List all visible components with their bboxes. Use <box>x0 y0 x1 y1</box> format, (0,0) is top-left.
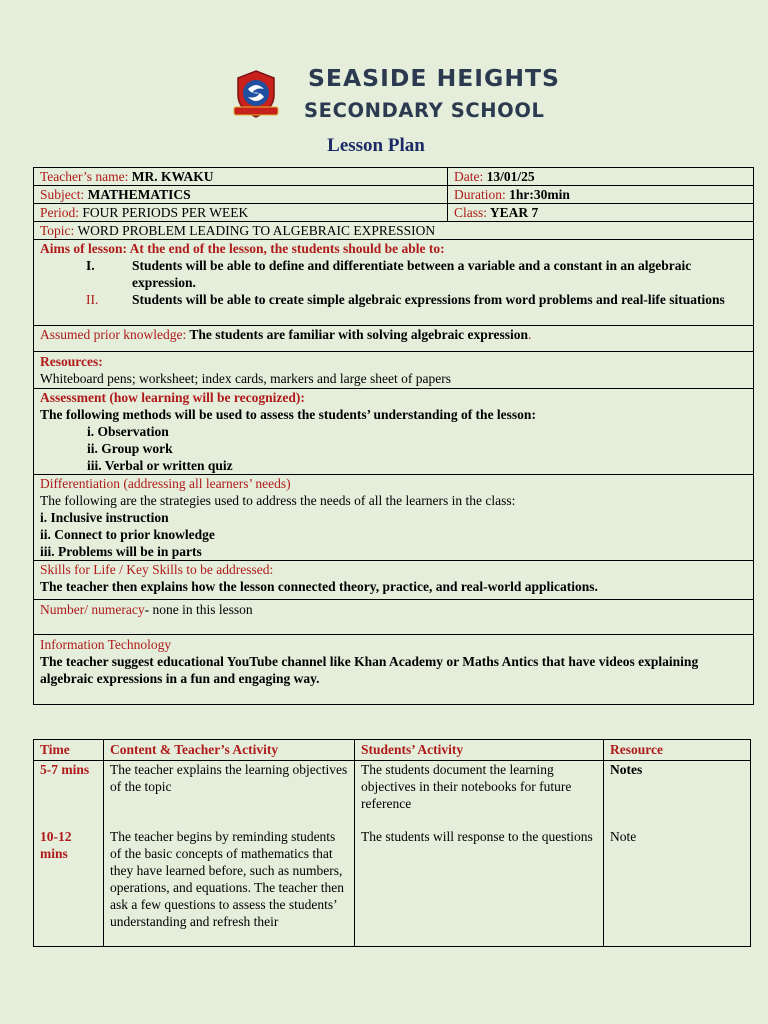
topic-cell <box>34 222 754 240</box>
resources-label: Resources: <box>40 354 103 369</box>
subject-label: Subject: <box>40 187 85 202</box>
duration-cell <box>448 186 754 204</box>
prior-dot: . <box>528 327 532 342</box>
skills-cell <box>34 561 754 600</box>
aims-cell <box>34 240 754 326</box>
resources-cell <box>34 352 754 389</box>
differentiation-cell <box>34 475 754 561</box>
date-cell <box>448 168 754 186</box>
it-text: The teacher suggest educational YouTube channel like Khan Academy or Maths Antics that have videos explaining algebraic expressions in a fun and engaging way. <box>40 654 699 686</box>
school-logo <box>233 69 279 121</box>
duration-label: Duration: <box>454 187 506 202</box>
subject-cell <box>34 186 448 204</box>
it-row <box>34 635 754 705</box>
aim-item <box>40 257 747 291</box>
differentiation-item: ii. Connect to prior knowledge <box>40 527 215 542</box>
time-cell <box>34 761 104 947</box>
differentiation-item: iii. Problems will be in parts <box>40 544 202 559</box>
differentiation-label: Differentiation (addressing all learners’ needs) <box>40 476 291 491</box>
resource-text: Note <box>610 829 637 844</box>
school-name: SEASIDE HEIGHTS <box>308 64 560 92</box>
date-label: Date: <box>454 169 484 184</box>
assessment-item: ii. Group work <box>87 441 173 456</box>
prior-row <box>34 326 754 352</box>
numeracy-label: Number/ numeracy <box>40 602 145 617</box>
period-label: Period: <box>40 205 79 220</box>
time-value: 5-7 mins <box>40 762 90 777</box>
period-value: FOUR PERIODS PER WEEK <box>79 205 249 220</box>
duration-value: 1hr:30min <box>505 187 570 202</box>
col-header-students: Students’ Activity <box>355 740 604 761</box>
class-cell <box>448 204 754 222</box>
table-row <box>34 761 751 947</box>
activity-table <box>33 739 751 947</box>
numeracy-text: - none in this lesson <box>144 602 253 617</box>
assessment-cell <box>34 389 754 475</box>
activity-header-row <box>34 740 751 761</box>
aim-text: Students will be able to define and differentiate between a variable and a constant in an algebraic expression. <box>132 258 692 290</box>
skills-text: The teacher then explains how the lesson connected theory, practice, and real-world applications. <box>40 579 598 594</box>
teacher-cell <box>34 168 448 186</box>
assessment-item: iii. Verbal or written quiz <box>87 458 233 473</box>
school-subtitle: SECONDARY SCHOOL <box>304 99 545 122</box>
students-text: The students document the learning objectives in their notebooks for future reference <box>361 762 572 811</box>
prior-label: Assumed prior knowledge: <box>40 327 187 342</box>
resources-row <box>34 352 754 389</box>
aim-item <box>40 291 747 308</box>
period-cell <box>34 204 448 222</box>
assessment-intro: The following methods will be used to assess the students’ understanding of the lesson: <box>40 407 536 422</box>
aim-text: Students will be able to create simple algebraic expressions from word problems and real-life situations <box>132 292 725 307</box>
col-header-resource: Resource <box>604 740 751 761</box>
prior-cell <box>34 326 754 352</box>
assessment-item: i. Observation <box>87 424 169 439</box>
numeracy-row <box>34 600 754 635</box>
assessment-label: Assessment (how learning will be recognized): <box>40 390 305 405</box>
lesson-info-table <box>33 167 754 705</box>
resource-cell <box>604 761 751 947</box>
teacher-row <box>34 168 754 186</box>
time-value: 10-12 mins <box>40 829 72 861</box>
page-title: Lesson Plan <box>327 135 425 156</box>
table-bottom-border <box>34 947 751 948</box>
numeracy-cell <box>34 600 754 635</box>
subject-row <box>34 186 754 204</box>
teacher-value: MR. KWAKU <box>128 169 214 184</box>
skills-row <box>34 561 754 600</box>
differentiation-item: i. Inclusive instruction <box>40 510 169 525</box>
date-value: 13/01/25 <box>483 169 535 184</box>
it-cell <box>34 635 754 705</box>
topic-row <box>34 222 754 240</box>
aim-number: I. <box>86 258 95 273</box>
differentiation-intro: The following are the strategies used to address the needs of all the learners in the class: <box>40 493 516 508</box>
topic-label: Topic: <box>40 223 75 238</box>
aim-number: II. <box>86 292 99 307</box>
aims-row <box>34 240 754 326</box>
assessment-row <box>34 389 754 475</box>
resource-text: Notes <box>610 762 643 777</box>
prior-text: The students are familiar with solving algebraic expression <box>186 327 528 342</box>
period-row <box>34 204 754 222</box>
students-cell <box>355 761 604 947</box>
resources-text: Whiteboard pens; worksheet; index cards, markers and large sheet of papers <box>40 371 451 386</box>
aims-list <box>40 257 747 308</box>
class-label: Class: <box>454 205 488 220</box>
subject-value: MATHEMATICS <box>84 187 191 202</box>
col-header-content: Content & Teacher’s Activity <box>104 740 355 761</box>
col-header-time: Time <box>34 740 104 761</box>
differentiation-row <box>34 475 754 561</box>
aims-heading: Aims of lesson: At the end of the lesson, the students should be able to: <box>40 241 445 256</box>
skills-label: Skills for Life / Key Skills to be addressed: <box>40 562 274 577</box>
content-cell <box>104 761 355 947</box>
it-label: Information Technology <box>40 637 172 652</box>
teacher-label: Teacher’s name: <box>40 169 129 184</box>
content-text: The teacher begins by reminding students of the basic concepts of mathematics that they have learned before, such as numbers, operations, and equations. The teacher then ask a few questions to assess the students’ understanding and refresh their <box>110 829 345 929</box>
content-text: The teacher explains the learning objectives of the topic <box>110 762 348 794</box>
topic-value: WORD PROBLEM LEADING TO ALGEBRAIC EXPRESSION <box>74 223 436 238</box>
class-value: YEAR 7 <box>487 205 539 220</box>
students-text: The students will response to the questions <box>361 829 593 844</box>
